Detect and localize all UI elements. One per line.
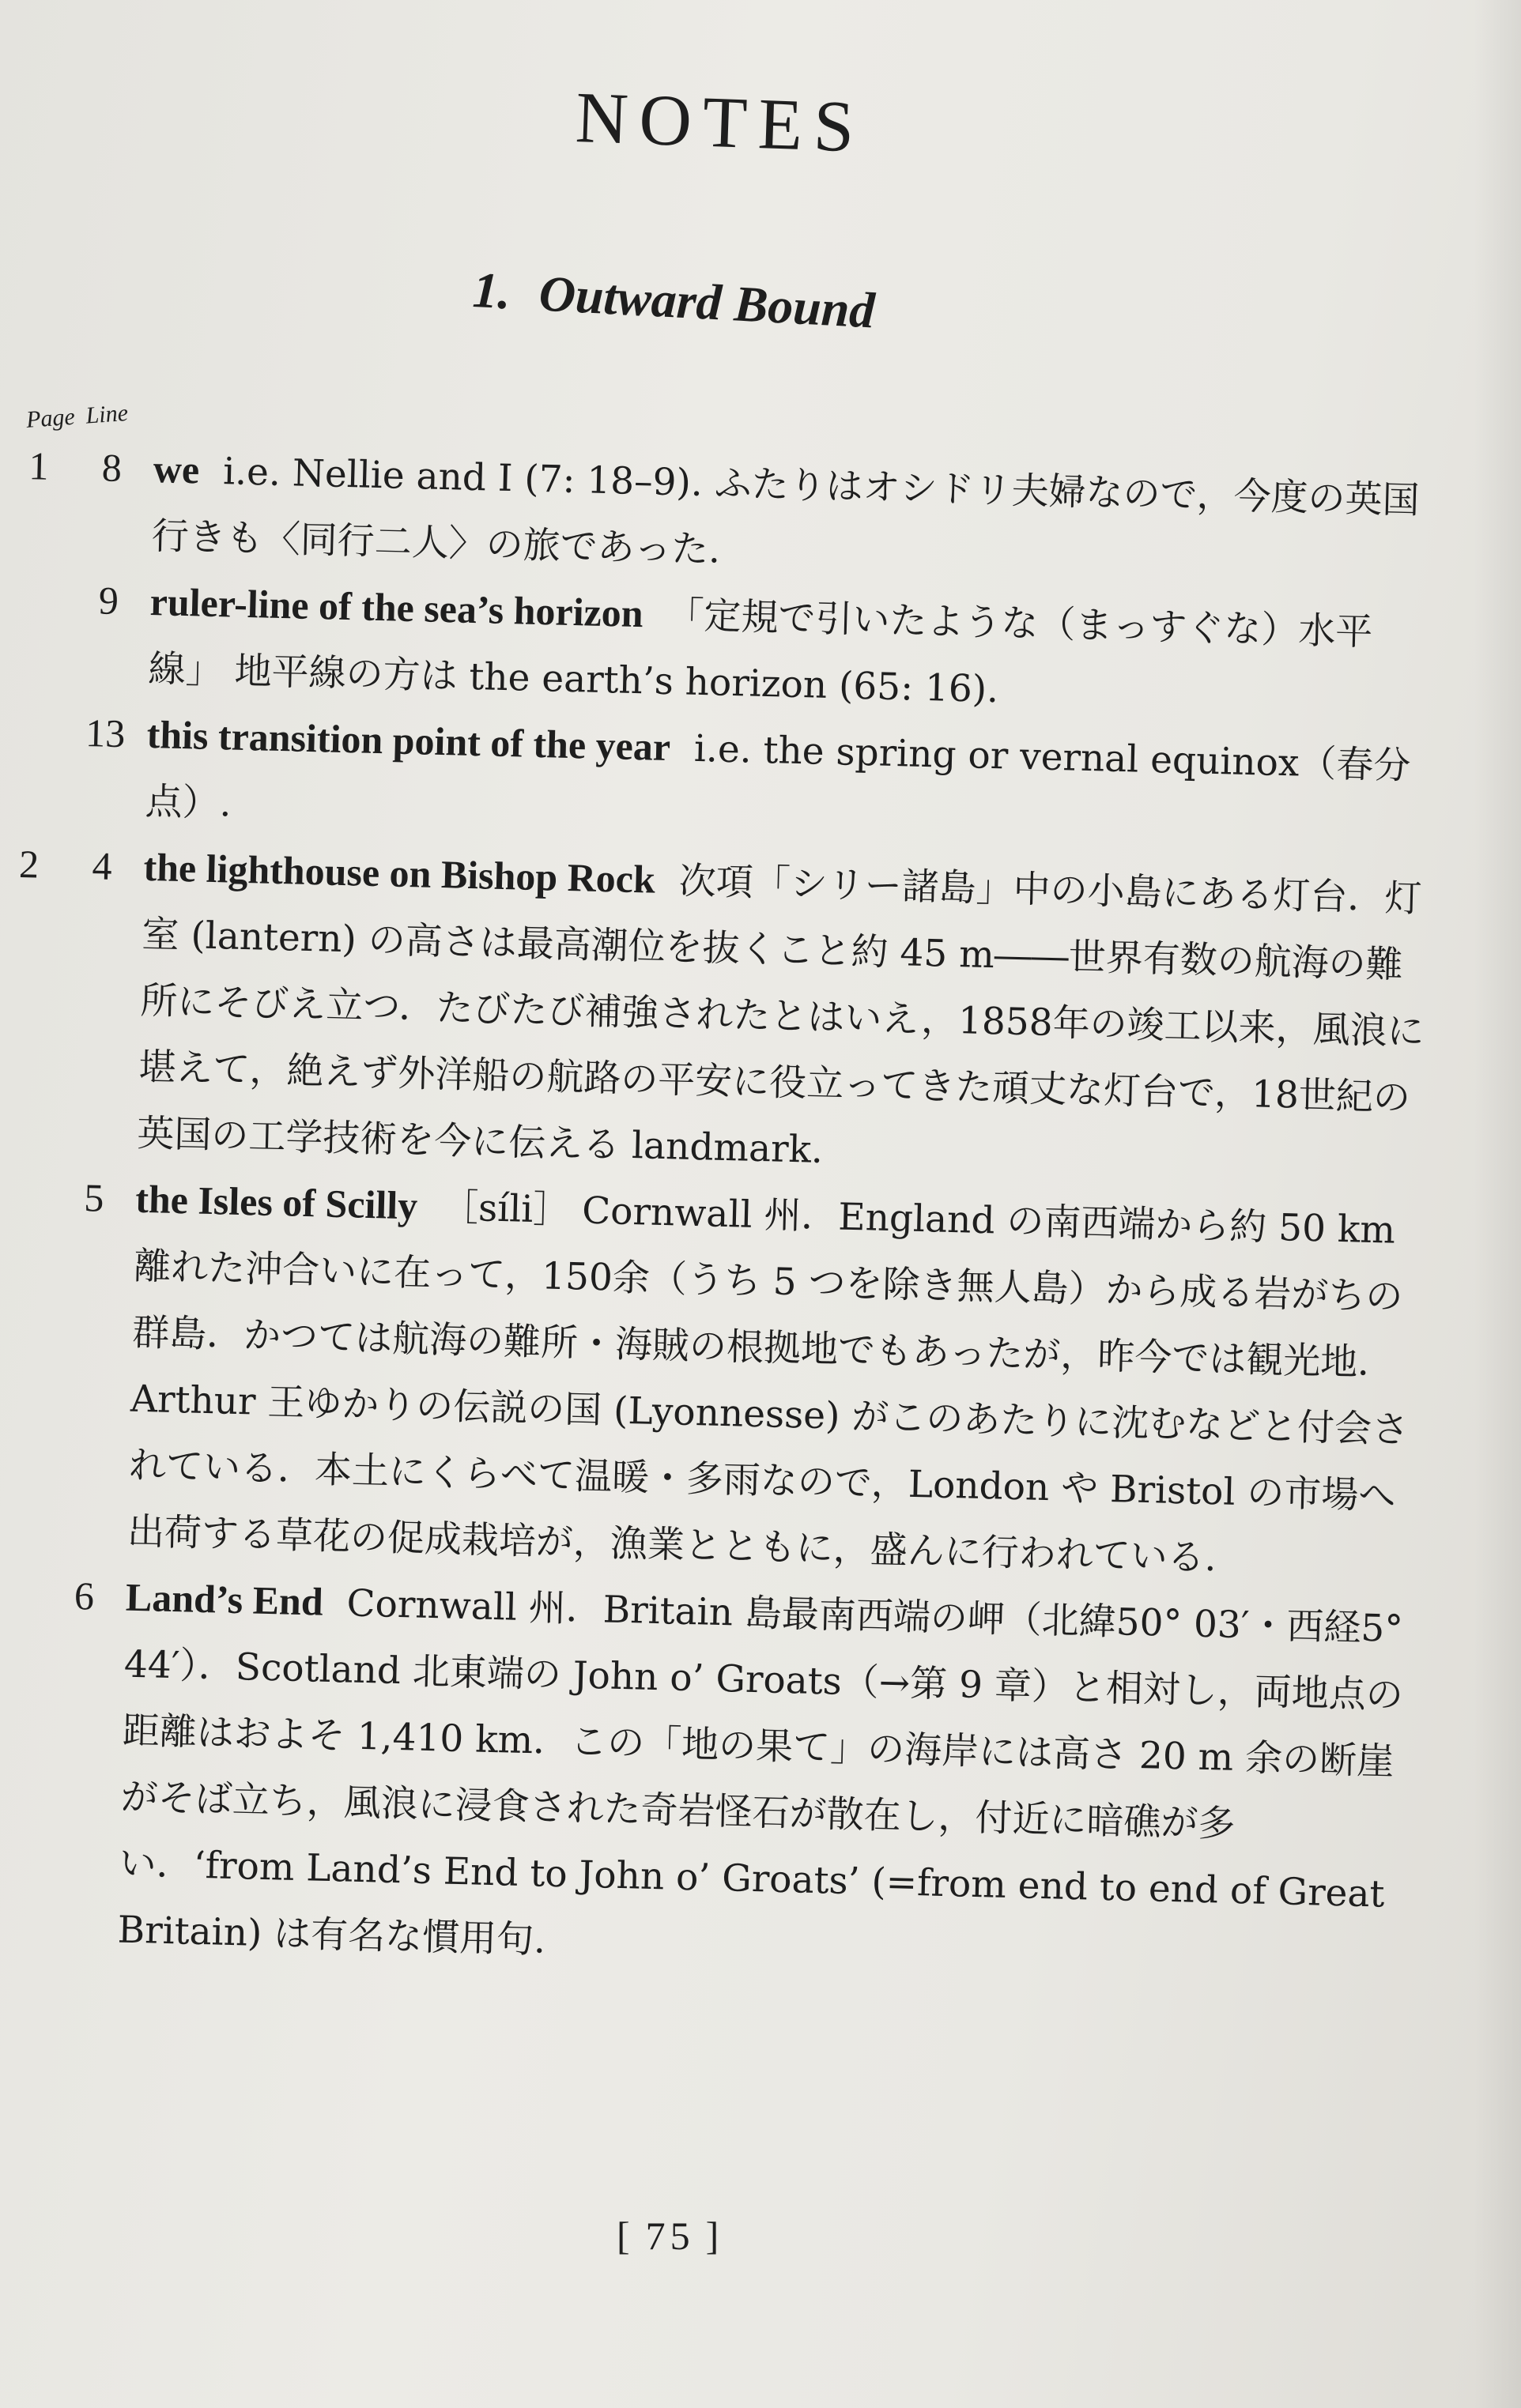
line-ref: 6 [74, 1573, 95, 1619]
column-header-page: Page [25, 403, 76, 433]
note-text: 次項「シリー諸島」中の小島にある灯台．灯室 (lantern) の高さは最高潮位を抜くこと約 45 m――世界有数の航海の難所にそびえ立つ．たびたび補強されたとはいえ，1858年の竣工以来，風浪に堪えて，絶えず外洋船の航路の平安に役立ってきた頑丈な灯台で，18世紀の英国の工学技術を今に伝える landmark. [136, 859, 1425, 1172]
note-entry [0, 1562, 1411, 1995]
note-headword: ruler-line of the sea’s horizon [149, 578, 644, 636]
note-entry [0, 1163, 1421, 1596]
note-text: i.e. the spring or vernal equinox（春分点）. [144, 726, 1412, 826]
page-ref [6, 1163, 37, 1164]
line-ref: 4 [91, 843, 113, 888]
page-ref [21, 566, 52, 567]
page-edge-shadow [1474, 0, 1521, 2408]
chapter-number: 1. [471, 261, 512, 320]
line-ref: 13 [85, 710, 126, 756]
column-headers [25, 399, 140, 434]
note-headword: Land’s End [125, 1574, 324, 1624]
note-headword: the lighthouse on Bishop Rock [142, 844, 656, 902]
note-text: 「定規で引いたような（まっすぐな）水平線」 地平線の方は the earth’s horizon (65: 16). [148, 593, 1373, 712]
line-ref: 8 [101, 445, 123, 491]
note-entry [6, 831, 1429, 1198]
column-header-line: Line [85, 400, 129, 429]
note-text: ［síli］ Cornwall 州．England の南西端から約 50 km 離れた沖合いに在って，150余（うち 5 つを除き無人島）から成る岩がちの群島．かつては航海の難所・海賊の根拠地でもあったが，昨今では観光地．Arthur 王ゆかりの伝説の国 (Lyonnesse) がこのあたりに沈むなどと付会されている．本土にくらべて温暖・多雨なので，London や Bristol の市場へ出荷する草花の促成栽培が，漁業とともに，盛んに行われている. [126, 1185, 1410, 1581]
note-headword: this transition point of the year [146, 711, 671, 770]
page-ref: 2 [18, 842, 40, 887]
page-ref: 1 [28, 443, 50, 488]
note-headword: we [153, 447, 200, 492]
note-text: i.e. Nellie and I (7: 18–9). ふたりはオシドリ夫婦なので，今度の英国行きも〈同行二人〉の旅であった. [151, 450, 1421, 572]
page-number-value: 75 [645, 2214, 695, 2258]
page-title: NOTES [574, 76, 867, 168]
line-ref: 9 [98, 578, 119, 623]
chapter-title [471, 261, 876, 341]
note-headword: the Isles of Scilly [134, 1176, 418, 1228]
note-text: Cornwall 州．Britain 島最南西端の岬（北緯50° 03′・西経5° 44′）．Scotland 北東端の John o’ Groats（→第 9 章）と相対し，両地点の距離はおよそ 1,410 km．この「地の果て」の海岸には高さ 20 m 余の断崖がそば立ち，風浪に浸食された奇岩怪石が散在し，付近に暗礁が多い．‘from Land’s End to John o’ Groats’ (=from end to end of Great Britain) は有名な慣用句. [117, 1581, 1404, 1962]
line-ref: 5 [83, 1175, 105, 1220]
page-number: [ 75 ] [617, 2214, 724, 2258]
chapter-name: Outward Bound [538, 265, 877, 339]
notes-list [0, 433, 1438, 1994]
